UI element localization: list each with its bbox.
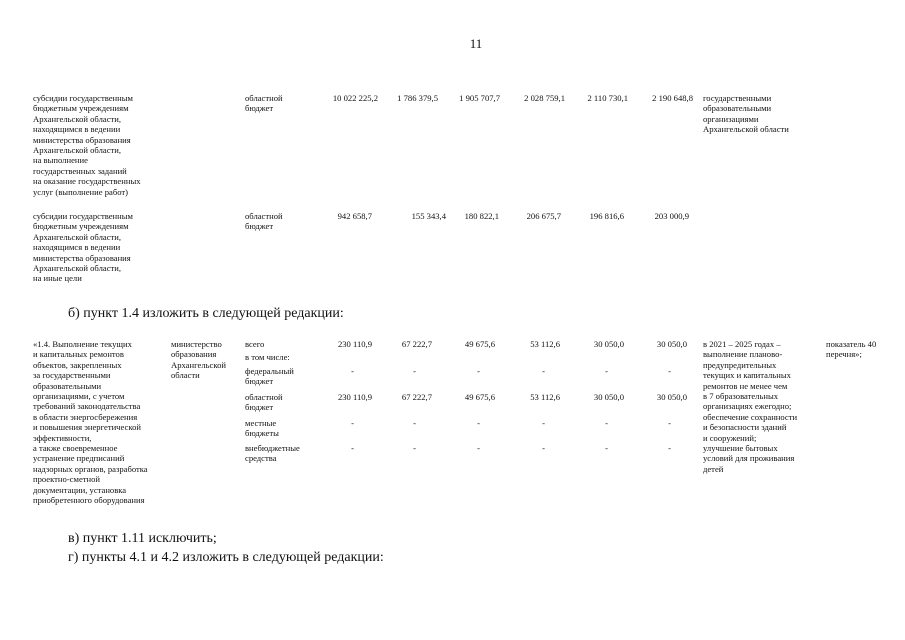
local-value-2024: -	[605, 418, 608, 428]
regional-value-2022: 49 675,6	[464, 392, 495, 402]
federal-value-sum: -	[351, 366, 354, 376]
item-1-4-result: в 2021 – 2025 годах – выполнение планово- предупредительных текущих и капитальных ремонтов не менее чем в 7 образовательных организациях ежегодно; обеспечение сохранности и безопасности зданий и сооружений; улучшение бытовых условий для проживания детей	[703, 339, 798, 474]
regional-value-2023: 53 112,6	[530, 392, 560, 402]
row-1-value-2022: 1 905 707,7	[459, 93, 500, 103]
local-value-2023: -	[542, 418, 545, 428]
row-1-source: областной бюджет	[245, 93, 283, 114]
item-1-4-executor: министерство образования Архангельской области	[171, 339, 226, 381]
row-1-value-2023: 2 028 759,1	[524, 93, 565, 103]
row-2-value-total: 942 658,7	[337, 211, 372, 221]
item-1-4-indicator: показатель 40 перечня»;	[826, 339, 877, 360]
total-value-2024: 30 050,0	[593, 339, 624, 349]
funding-label-extrabudgetary: внебюджетные средства	[245, 443, 300, 464]
row-1-value-total: 10 022 225,2	[332, 93, 378, 103]
federal-value-2024: -	[605, 366, 608, 376]
row-2-description: субсидии государственным бюджетным учреждениям Архангельской области, находящимся в ведении министерства образования Архангельской области, на иные цели	[33, 211, 133, 284]
row-2-source: областной бюджет	[245, 211, 283, 232]
row-1-value-2025: 2 190 648,8	[652, 93, 693, 103]
extrabudgetary-value-2024: -	[605, 443, 608, 453]
extrabudgetary-value-2023: -	[542, 443, 545, 453]
extrabudgetary-value-2022: -	[477, 443, 480, 453]
row-2-value-2024: 196 816,6	[589, 211, 624, 221]
paragraph-v: в) пункт 1.11 исключить;	[68, 531, 217, 546]
funding-label-federal: федеральный бюджет	[245, 366, 294, 387]
total-value-2023: 53 112,6	[530, 339, 560, 349]
extrabudgetary-value-sum: -	[351, 443, 354, 453]
federal-value-2025: -	[668, 366, 671, 376]
total-value-2021: 67 222,7	[401, 339, 432, 349]
regional-value-2025: 30 050,0	[656, 392, 687, 402]
extrabudgetary-value-2021: -	[413, 443, 416, 453]
funding-label-regional: областной бюджет	[245, 392, 283, 413]
regional-value-2024: 30 050,0	[593, 392, 624, 402]
total-value-sum: 230 110,9	[337, 339, 372, 349]
paragraph-g: г) пункты 4.1 и 4.2 изложить в следующей редакции:	[68, 550, 384, 565]
federal-value-2022: -	[477, 366, 480, 376]
row-2-value-2022: 180 822,1	[464, 211, 499, 221]
local-value-2022: -	[477, 418, 480, 428]
row-2-value-2021: 155 343,4	[411, 211, 446, 221]
federal-value-2021: -	[413, 366, 416, 376]
row-2-value-2025: 203 000,9	[654, 211, 689, 221]
regional-value-2021: 67 222,7	[401, 392, 432, 402]
funding-label-total: всего	[245, 339, 265, 349]
extrabudgetary-value-2025: -	[668, 443, 671, 453]
paragraph-b: б) пункт 1.4 изложить в следующей редакции:	[68, 306, 344, 321]
row-1-description: субсидии государственным бюджетным учреждениям Архангельской области, находящимся в ведении министерства образования Архангельской области, на выполнение государственных заданий на оказание государственных услуг (выполнение работ)	[33, 93, 141, 197]
row-1-value-2021: 1 786 379,5	[397, 93, 438, 103]
funding-label-including: в том числе:	[245, 352, 290, 362]
local-value-sum: -	[351, 418, 354, 428]
funding-label-local: местные бюджеты	[245, 418, 279, 439]
local-value-2025: -	[668, 418, 671, 428]
row-1-value-2024: 2 110 730,1	[587, 93, 628, 103]
total-value-2025: 30 050,0	[656, 339, 687, 349]
item-1-4-description: «1.4. Выполнение текущих и капитальных ремонтов объектов, закрепленных за государственными образовательными организациями, с учетом требований законодательства в области энергосбережения и повышения энергетической эффективности, а также своевременное устранение предписаний надзорных органов, разработка проектно-сметной документации, установка приобретенного оборудования	[33, 339, 148, 506]
row-2-value-2023: 206 675,7	[526, 211, 561, 221]
federal-value-2023: -	[542, 366, 545, 376]
total-value-2022: 49 675,6	[464, 339, 495, 349]
regional-value-sum: 230 110,9	[337, 392, 372, 402]
local-value-2021: -	[413, 418, 416, 428]
page-number: 11	[469, 36, 483, 51]
row-1-recipient: государственными образовательными организациями Архангельской области	[703, 93, 789, 135]
